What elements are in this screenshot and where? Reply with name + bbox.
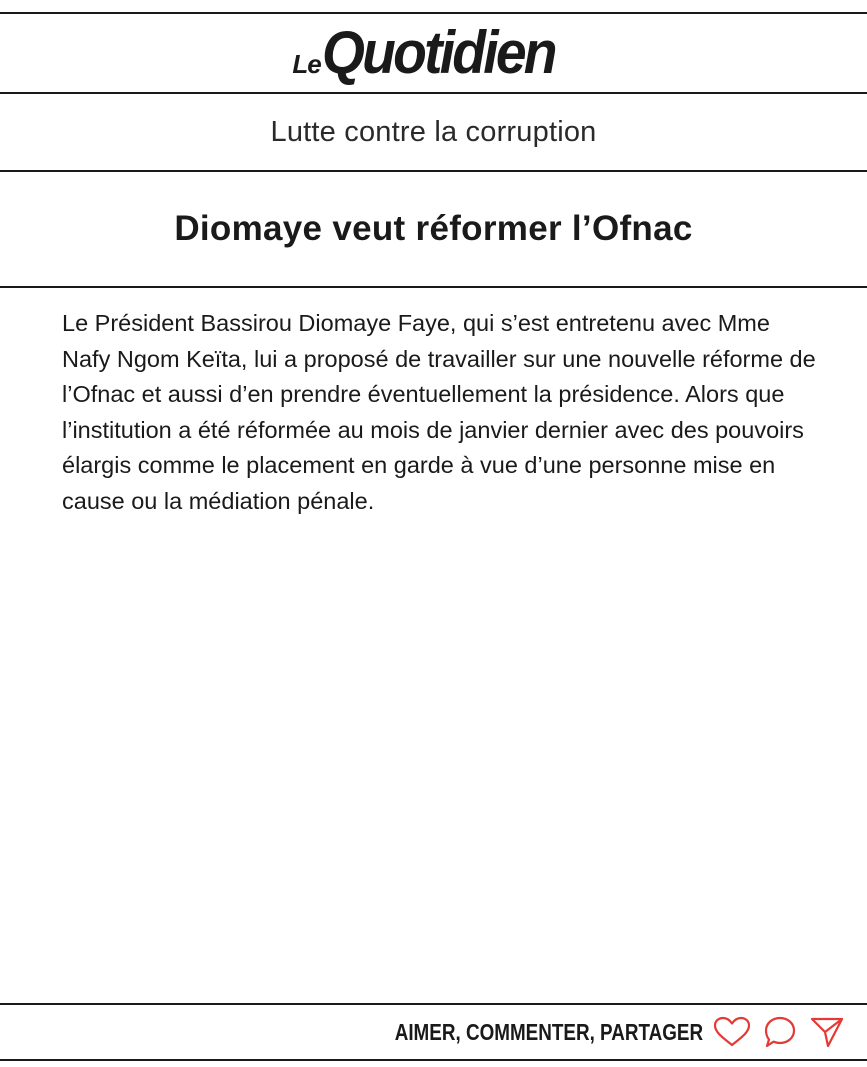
social-icons: [713, 1015, 845, 1049]
newspaper-logo: [292, 19, 574, 86]
logo-prefix: Le: [292, 49, 321, 79]
social-footer: [0, 1005, 867, 1059]
headline-rule: [0, 286, 867, 288]
heart-icon[interactable]: [713, 1016, 751, 1048]
article-body: Le Président Bassirou Diomaye Faye, qui s’est entretenu avec Mme Nafy Ngom Keïta, lui a proposé de travailler sur une nouvelle réforme de l’Ofnac et aussi d’en prendre éventuellement la présidence. Alors que l’institution a été réformée au mois de janvier dernier avec des pouvoirs élargis comme le placement en garde à vue d’une personne mise en cause ou la médiation pénale.: [62, 310, 816, 514]
share-icon[interactable]: [809, 1015, 845, 1049]
article-headline: Diomaye veut réformer l’Ofnac: [174, 209, 693, 248]
section-label: Lutte contre la corruption: [270, 115, 597, 148]
footer-bottom-rule: [0, 1059, 867, 1061]
masthead: [0, 14, 867, 92]
footer-call-to-action: AIMER, COMMENTER, PARTAGER: [394, 1018, 703, 1045]
comment-icon[interactable]: [763, 1015, 797, 1049]
logo-name: Quotidien: [321, 19, 555, 86]
